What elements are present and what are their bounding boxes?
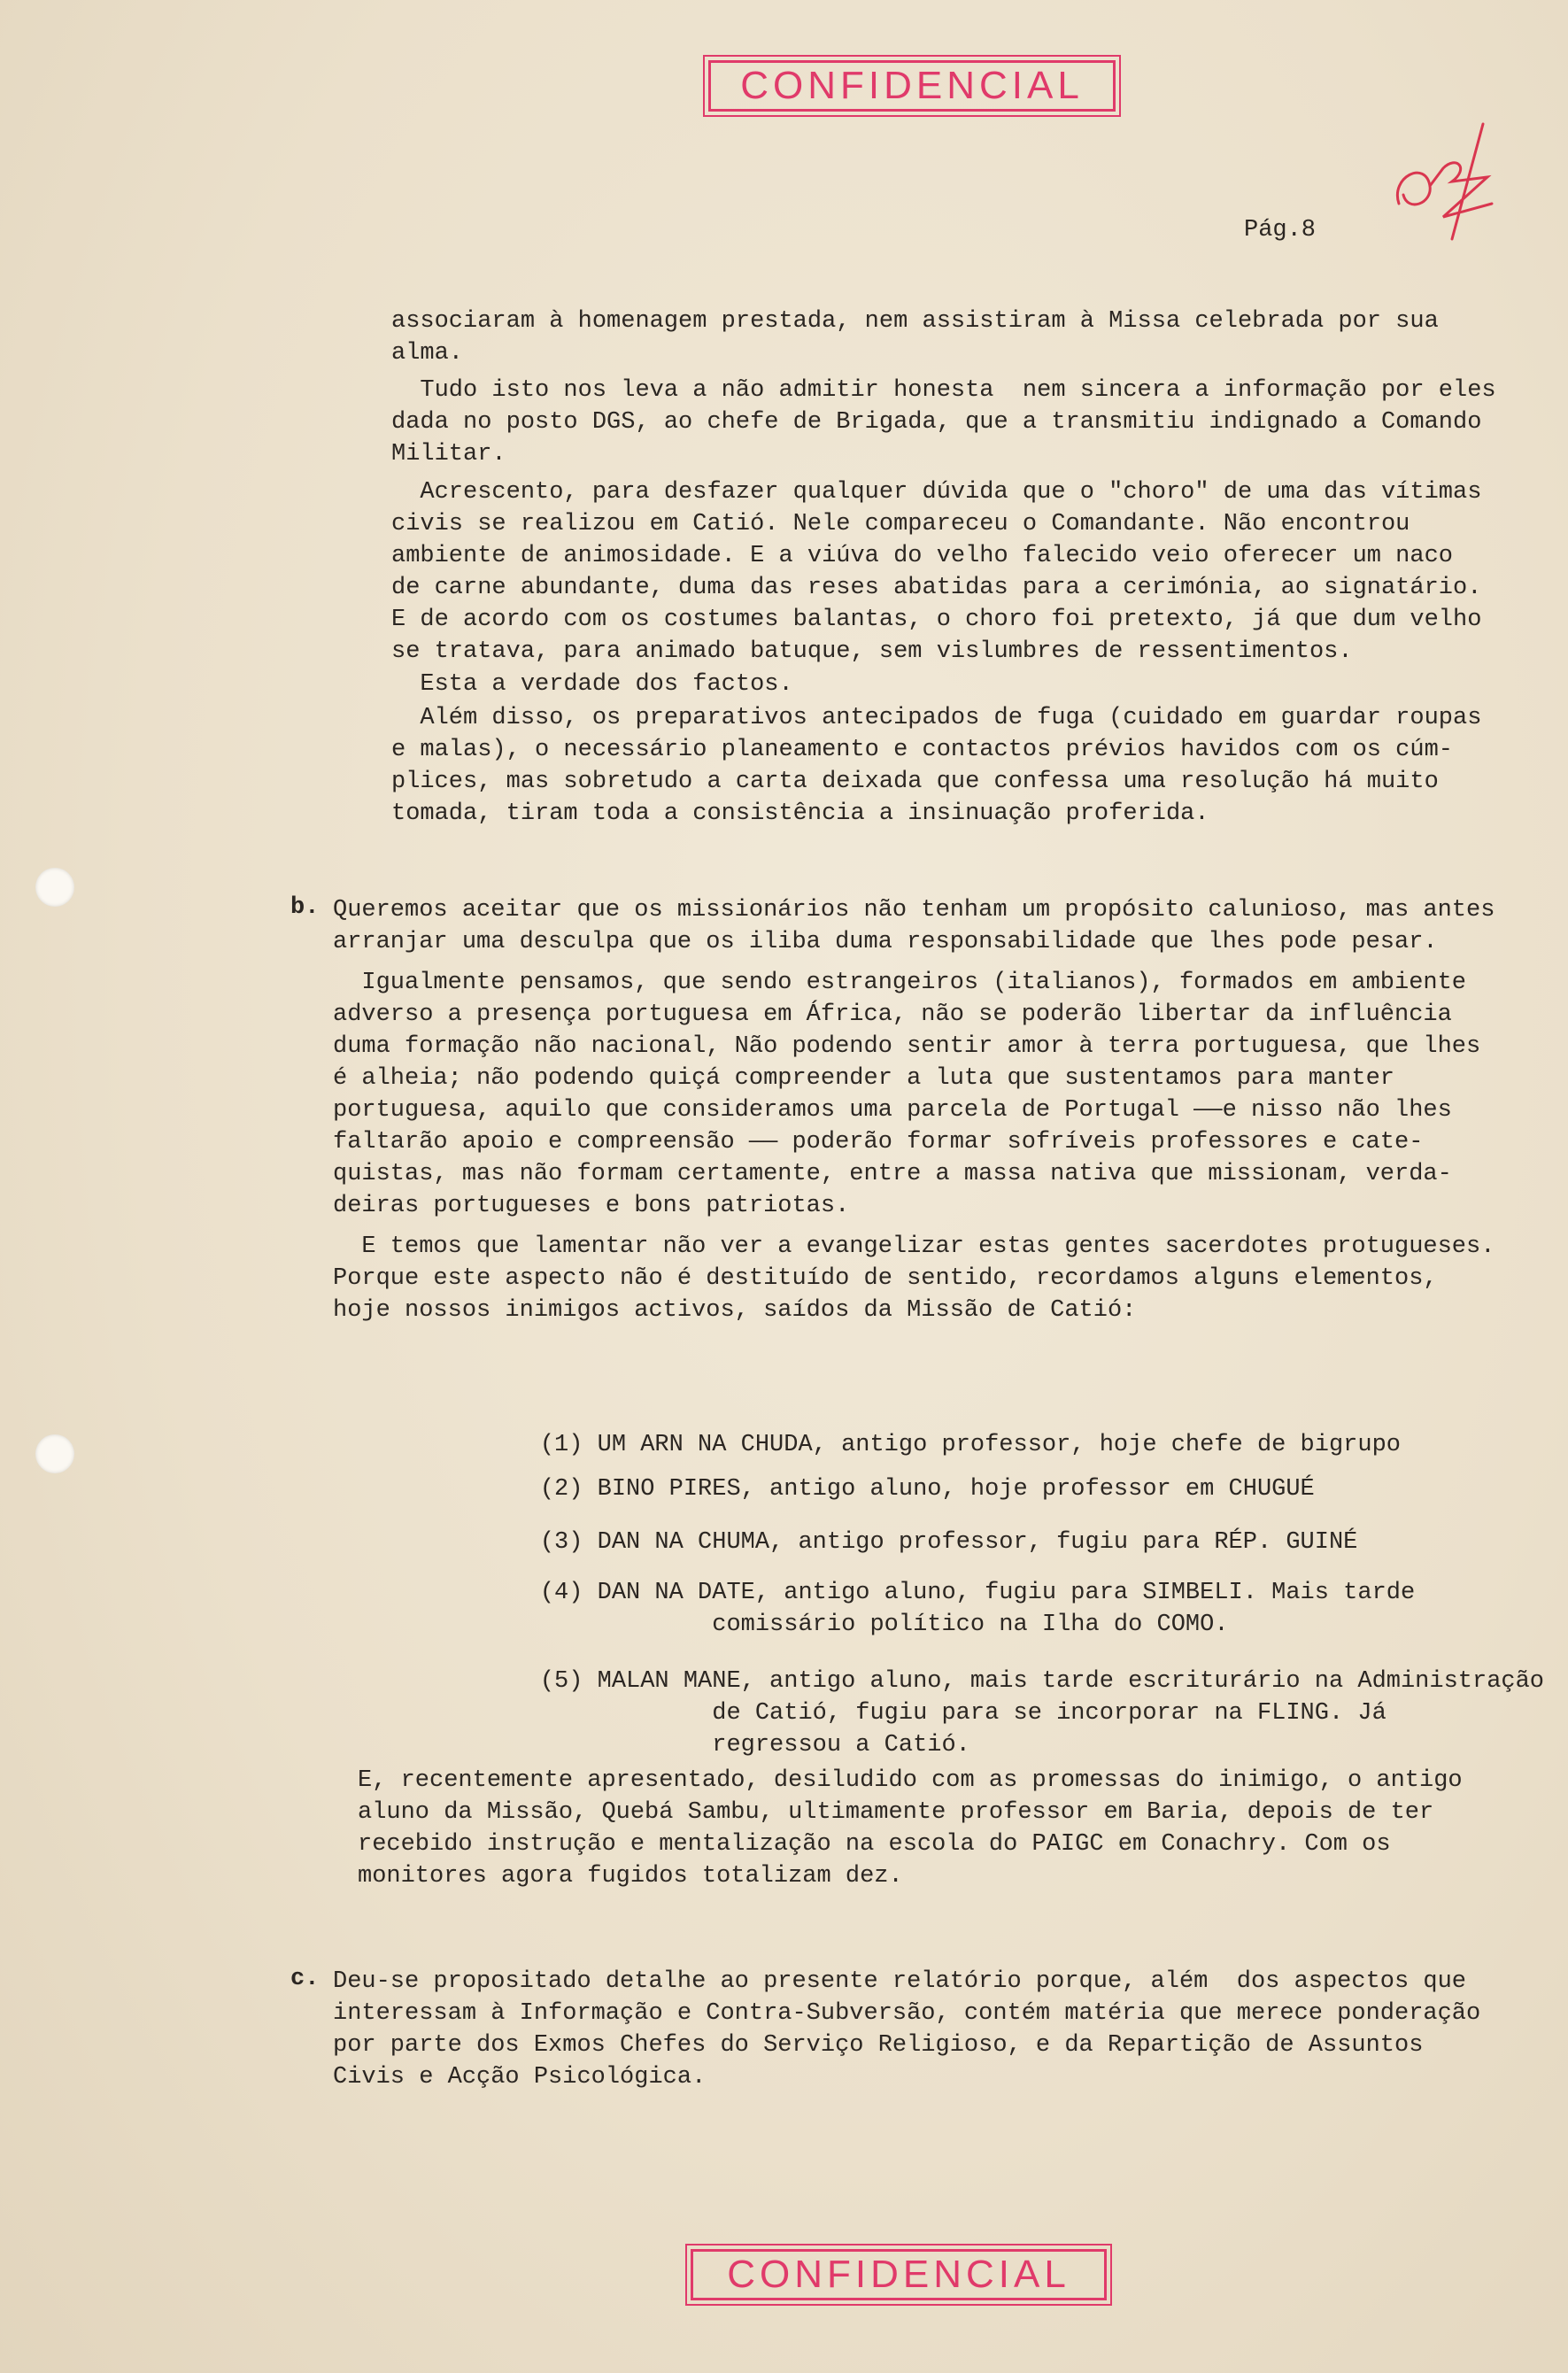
confidential-stamp-bottom: CONFIDENCIAL — [691, 2249, 1107, 2300]
paragraph-a-1: associaram à homenagem prestada, nem assistiram à Missa celebrada por sua alma. — [391, 308, 1439, 367]
paragraph-b-3: E temos que lamentar não ver a evangelizar estas gentes sacerdotes protugueses. Porque este aspecto não é destituído de sentido, recordamos alguns elementos, hoje nossos inimigos activos, saídos da Missão de Catió: — [333, 1233, 1495, 1324]
list-item-number: (4) — [539, 1580, 583, 1606]
paragraph-a-4: Esta a verdade dos factos. — [391, 671, 793, 698]
punch-hole-bottom — [35, 1434, 74, 1473]
list-item-text: DAN NA DATE, antigo aluno, fugiu para SIMBELI. Mais tarde comissário político na Ilha do COMO. — [597, 1580, 1416, 1638]
section-c-label: c. — [290, 1966, 320, 1992]
signature-initials — [1390, 106, 1505, 248]
punch-hole-top — [35, 868, 74, 907]
paragraph-b-1: Queremos aceitar que os missionários não tenham um propósito calunioso, mas antes arranjar uma desculpa que os iliba duma responsabilidade que lhes pode pesar. — [333, 897, 1495, 955]
paragraph-c-1: Deu-se propositado detalhe ao presente relatório porque, além dos aspectos que interessam à Informação e Contra-Subversão, contém matéria que merece ponderação por parte dos Exmos Chefes do Serviço Religioso, e da Repartição de Assuntos Civis e Acção Psicológica. — [333, 1968, 1481, 2091]
list-item-number: (2) — [539, 1476, 583, 1503]
page-number: Pág.8 — [1244, 217, 1317, 243]
paragraph-a-5: Além disso, os preparativos antecipados de fuga (cuidado em guardar roupas e malas), o necessário planeamento e contactos prévios havidos com os cúm- plices, mas sobretudo a carta deixada que confessa uma resolução há muito tomada, tiram toda a consistência a insinuação proferida. — [391, 705, 1482, 827]
list-item-text: UM ARN NA CHUDA, antigo professor, hoje chefe de bigrupo — [597, 1432, 1401, 1458]
list-item-number: (3) — [539, 1529, 583, 1556]
paragraph-a-3: Acrescento, para desfazer qualquer dúvida que o "choro" de uma das vítimas civis se realizou em Catió. Nele compareceu o Comandante. Não encontrou ambiente de animosidade. E a viúva do velho falecido veio oferecer um naco de carne abundante, duma das reses abatidas para a cerimónia, ao signatário. E de acordo com os costumes balantas, o choro foi pretexto, já que dum velho se tratava, para animado batuque, sem vislumbres de ressentimentos. — [391, 479, 1482, 665]
confidential-stamp-top: CONFIDENCIAL — [708, 60, 1116, 112]
list-item-text: DAN NA CHUMA, antigo professor, fugiu para RÉP. GUINÉ — [597, 1529, 1358, 1556]
list-item-text: MALAN MANE, antigo aluno, mais tarde escriturário na Administração de Catió, fugiu para se incorporar na FLING. Já regressou a Catió. — [597, 1668, 1544, 1758]
paragraph-b-4: E, recentemente apresentado, desiludido com as promessas do inimigo, o antigo aluno da Missão, Quebá Sambu, ultimamente professor em Baria, depois de ter recebido instrução e mentalização na escola do PAIGC em Conachry. Com os monitores agora fugidos totalizam dez. — [358, 1767, 1463, 1890]
paragraph-b-2: Igualmente pensamos, que sendo estrangeiros (italianos), formados em ambiente adverso a presença portuguesa em África, não se poderão libertar da influência duma formação não nacional, Não podendo sentir amor à terra portuguesa, que lhes é alheia; não podendo quiçá compreender a luta que sustentamos para manter portuguesa, aquilo que consideramos uma parcela de Portugal ——e nisso não lhes faltarão apoio e compreensão —— poderão formar sofríveis professores e cate- quistas, mas não formam certamente, entre a massa nativa que missionam, verda- deiras portugueses e bons patriotas. — [333, 970, 1481, 1219]
list-item-text: BINO PIRES, antigo aluno, hoje professor em CHUGUÉ — [597, 1476, 1315, 1503]
section-b-label: b. — [290, 894, 320, 921]
paragraph-a-2: Tudo isto nos leva a não admitir honesta nem sincera a informação por eles dada no posto DGS, ao chefe de Brigada, que a transmitiu indignado a Comando Militar. — [391, 377, 1496, 468]
list-item-number: (5) — [539, 1668, 583, 1695]
list-item-number: (1) — [539, 1432, 583, 1458]
